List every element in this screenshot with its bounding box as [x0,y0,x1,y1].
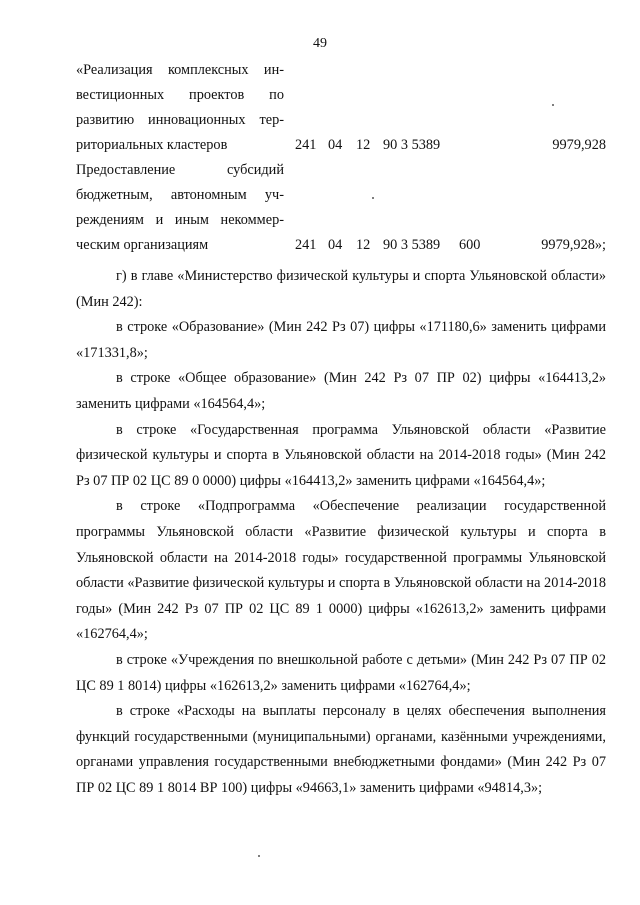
table-row-1-line-4 [76,133,606,158]
row-2-rz: 04 [328,237,343,253]
row-1-name-line: развитию инновационных тер- [76,112,284,128]
page-number: 49 [313,36,327,51]
row-1-sum: 9979,928 [552,137,606,153]
table-row-2-line-3 [76,208,606,233]
row-2-sum: 9979,928»; [541,237,606,253]
table-row-1-line-2 [76,83,606,108]
table-row-2-line-1 [76,158,606,183]
paragraph-chapter-g: г) в главе «Министерство физической культуры и спорта Ульяновской области» (Мин 242): [76,268,606,310]
row-1-name-line: вестиционных проектов по [76,87,284,103]
row-2-name-line: бюджетным, автономным уч- [76,187,284,203]
row-1-min: 241 [295,137,317,153]
table-row-2-line-2 [76,183,606,208]
row-2-min: 241 [295,237,317,253]
scan-speck [552,104,554,106]
row-2-name-line: Предоставление субсидий [76,162,284,178]
table-row-1-line-3 [76,108,606,133]
paragraph-personnel-expenses: в строке «Расходы на выплаты персоналу в целях обеспечения выполнения функций государственными (муниципальными) органами, казёнными учреждениями, органами управления государственными внебюджетными фондами» (Мин 242 Рз 07 ПР 02 ЦС 89 1 8014 ВР 100) цифры «94663,1» заменить цифрами «94814,3»; [76,703,606,796]
row-2-name-line: реждениям и иным некоммер- [76,212,284,228]
paragraph-general-education: в строке «Общее образование» (Мин 242 Рз 07 ПР 02) цифры «164413,2» заменить цифрами «164564,4»; [76,370,606,412]
table-row-2-line-4 [76,233,606,258]
row-1-cs: 90 3 5389 [383,137,441,153]
paragraph-subprogram: в строке «Подпрограмма «Обеспечение реализации государственной программы Ульяновской области «Развитие физической культуры и спорта в Ульяновской области на 2014-2018 годы» государственной программы Ульяновской области «Развитие физической культуры и спорта в Ульяновской области на 2014-2018 годы» (Мин 242 Рз 07 ПР 02 ЦС 89 1 0000) цифры «162613,2» заменить цифрами «162764,4»; [76,498,606,643]
amendments-text [76,264,606,801]
scan-speck [372,197,374,199]
row-1-name-line: «Реализация комплексных ин- [76,62,284,78]
row-2-cs: 90 3 5389 [383,237,441,253]
scan-speck [258,855,260,857]
row-1-rz: 04 [328,137,343,153]
row-2-name-line: ческим организациям [76,237,209,253]
row-1-pr: 12 [356,137,371,153]
row-2-vr: 600 [459,237,481,253]
paragraph-extracurricular: в строке «Учреждения по внешкольной работе с детьми» (Мин 242 Рз 07 ПР 02 ЦС 89 1 8014) цифры «162613,2» заменить цифрами «162764,4»; [76,651,606,694]
budget-table [76,58,606,258]
row-2-pr: 12 [356,237,371,253]
table-row-1-line-1 [76,58,606,83]
paragraph-state-program: в строке «Государственная программа Ульяновской области «Развитие физической культуры и спорта в Ульяновской области на 2014-2018 годы» (Мин 242 Рз 07 ПР 02 ЦС 89 0 0000) цифры «164413,2» заменить цифрами «164564,4»; [76,421,606,489]
row-1-name-line: риториальных кластеров [76,137,228,153]
paragraph-education: в строке «Образование» (Мин 242 Рз 07) цифры «171180,6» заменить цифрами «171331,8»; [76,319,606,361]
